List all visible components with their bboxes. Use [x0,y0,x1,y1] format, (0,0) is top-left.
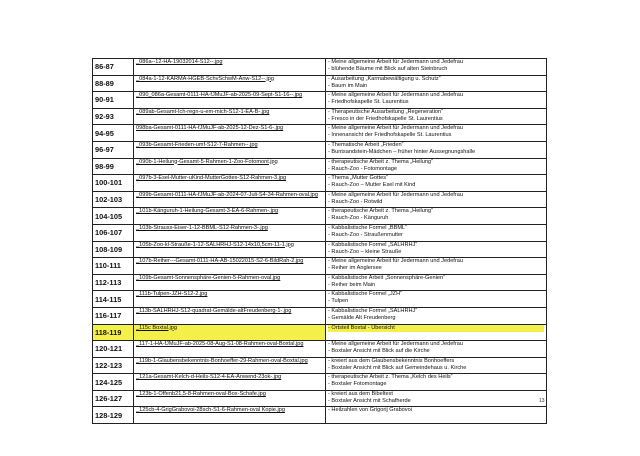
filename-cell [134,141,326,158]
description-line: - Baum im Main [328,82,368,89]
description-line: - Tulpen [328,298,349,305]
description-cell [326,125,547,142]
page-range-cell: 126-127 [93,390,134,407]
description-line: - Rauch-Zoo - Känguruh [328,215,389,222]
description-cell [326,191,547,208]
filename-text: _117-1-HA-fJMuJF-ab-2025-08-Aug-S1-08-Rahmen-oval-Boxtal.jpg [136,341,304,348]
table-row [93,175,547,192]
page-range-cell: 110-111 [93,258,134,275]
page-range-cell: 118-119 [93,324,134,341]
table-row [93,390,547,407]
filename-cell [134,59,326,76]
filename-cell [134,208,326,225]
description-line: - kreiert aus dem Bibeltext [328,390,393,397]
table-row [93,258,547,275]
page-range-cell: 124-125 [93,374,134,391]
filename-text: 098ba-Gesamt-0111-HA-fJMuJF-ab-2025-12-Dez-S1-6-.jpg [136,125,284,132]
filename-cell [134,374,326,391]
description-cell [326,224,547,241]
filename-cell [134,407,326,424]
description-cell [326,59,547,76]
description-line: - kreiert aus dem Glaubensbekenntnis Bonhoeffers [328,357,455,364]
description-line: - Boxtaler Ansicht mit Schafherde [328,397,411,404]
description-line: - Kabbalistische Arbeit „Sonnensphäre-Genien“ [328,274,445,281]
filename-cell [134,158,326,175]
description-cell [326,307,547,324]
filename-cell [134,92,326,109]
description-cell [326,258,547,275]
filename-text: _089ab-Gesamt-Ich-regn-u-em-mich-S12-1-EA-B-.jpg [136,108,270,115]
page-range-cell: 100-101 [93,175,134,192]
page-range-cell: 106-107 [93,224,134,241]
table-row [93,141,547,158]
description-line: - Reiher beim Main [328,281,376,288]
filename-cell [134,357,326,374]
description-line: - Meine allgemeine Arbeit für Jedermann und Jedefrau [328,191,463,198]
description-line: - Ortsteil Boxtal - Übersicht [328,325,544,332]
page-range-cell: 104-105 [93,208,134,225]
filename-cell [134,191,326,208]
filename-text: _086a--12-HA-19032014-S12--.jpg [136,59,223,65]
page-range-cell: 88-89 [93,75,134,92]
description-line: - Kabbalistische Formel „JZH“ [328,291,402,298]
page-number: 13 [539,398,545,404]
table-row [93,407,547,424]
page-range-cell: 112-113 [93,274,134,291]
filename-text: _121a-Gesamt-Kelch-d-Heils-S12-4-EA-Anwend-23ok-.jpg [136,374,282,381]
description-cell [326,75,547,92]
filename-cell [134,224,326,241]
filename-cell [134,341,326,358]
description-line [328,332,544,339]
page-range-cell: 86-87 [93,59,134,76]
description-line: - Fresco in der Friedhofskapelle St. Laurentius [328,115,443,122]
filename-cell [134,324,326,341]
description-line: - Meine allgemeine Arbeit für Jedermann und Jedefrau [328,92,463,99]
filename-cell [134,274,326,291]
table-row [93,125,547,142]
table-row [93,108,547,125]
index-table-body [93,59,547,424]
description-line: - Innenansicht der Friedhofskapelle St. Laurentius [328,132,452,139]
description-cell [326,175,547,192]
description-line: - Friedhofskapelle St. Laurentius [328,99,409,106]
table-row [93,191,547,208]
description-cell [326,341,547,358]
filename-cell [134,390,326,407]
description-line: - Kabbalistische Formel „SALHRHJ“ [328,241,418,248]
index-table [92,58,547,424]
page-range-cell: 94-95 [93,125,134,142]
description-line: - Heilzahlen von Grigorij Grabovoi [328,407,412,414]
description-cell [326,390,547,407]
description-line: - therapeutische Arbeit z. Thema „Kelch des Heils“ [328,374,453,381]
filename-text: _119b-1-Glaubensbekenntnis-Bonhoeffer-29-Rahmen-oval-Boxtal.jpg [136,357,308,364]
description-line: - Boxtaler Ansicht mit Blick auf die Kirche [328,348,430,355]
table-row [93,241,547,258]
description-cell [326,108,547,125]
page-range-cell: 98-99 [93,158,134,175]
table-row [93,324,547,341]
filename-text: _103b-Strauss-Eiser-1-12-BBML-S12-Rahmen-3-.jpg [136,224,268,231]
description-cell [326,208,547,225]
description-cell [326,274,547,291]
filename-cell [134,307,326,324]
table-row [93,341,547,358]
description-line: - Boxtaler Fotomontage [328,381,387,388]
page-range-cell: 90-91 [93,92,134,109]
description-line: - Meine allgemeine Arbeit für Jedermann und Jedefrau [328,341,463,348]
description-line: - Gemälde Alt Freudenberg [328,315,396,321]
page-range-cell: 128-129 [93,407,134,424]
description-cell [326,407,547,424]
description-cell [326,291,547,308]
description-line: - Reiher im Anglersee [328,265,382,272]
page-range-cell: 122-123 [93,357,134,374]
page-range-cell: 114-115 [93,291,134,308]
table-row [93,158,547,175]
filename-text: _125cb-4-GrigGrabovoi-28sch-S1-6-Rahmen-oval Kopie.jpg [136,407,285,414]
description-line: - Rauch-Zoo - Straußenmutter [328,232,403,239]
filename-text: _123b-1-Offenb21,5-8-Rahmen-oval-Box-Schafe.jpg [136,390,266,397]
filename-cell [134,241,326,258]
description-cell [326,357,547,374]
description-line: - therapeutische Arbeit z. Thema „Heilung“ [328,208,433,215]
table-row [93,357,547,374]
page-range-cell: 102-103 [93,191,134,208]
description-line: - Rauch-Zoo - Fotomontage [328,165,398,172]
filename-cell [134,125,326,142]
filename-text: _105b-Zoo-kl-Strauße-1-12-SALHRHJ-S12-14x10,5cm-11-1.jpg [136,241,294,248]
description-line: - Thema „Mutter Gottes“ [328,175,388,182]
table-row [93,208,547,225]
description-line: - Meine allgemeine Arbeit für Jedermann und Jedefrau [328,125,463,132]
filename-text: _113b-SALHRHJ-S12-quadrat-Gemälde-altFreudenberg-1-.jpg [136,307,292,314]
description-line: - Rauch-Zoo - Rotwild [328,198,383,205]
description-line: - therapeutische Arbeit z. Thema „Heilung“ [328,158,433,165]
filename-cell [134,291,326,308]
description-line: - Rauch-Zoo – Mutter Esel mit Kind [328,182,416,189]
table-row [93,291,547,308]
filename-text: _097b-3-Esel-Mutter-uKind-MutterGottes-S12-Rahmen-3.jpg [136,175,287,182]
description-cell [326,241,547,258]
description-line: - blühende Bäume mit Blick auf alten Steinbruch [328,66,448,73]
description-cell [326,374,547,391]
filename-text: _099b-Gesamt-0111-HA-fJMuJF-ab-2024-07-Juli-S4-34-Rahmen-oval.jpg [136,191,318,198]
description-line: - Ausarbeitung „Karmabewältigung u. Schutz“ [328,75,441,82]
filename-text: _111b-Tulpen-JZH-S12-2.jpg [136,291,208,298]
table-row [93,374,547,391]
filename-text: _115c Boxtal.jpg [136,324,177,331]
description-line: - Kabbalistische Formel „SALHRHJ“ [328,307,418,314]
description-line: - Rauch-Zoo – kleine Strauße [328,248,402,255]
description-cell [326,324,547,341]
description-cell [326,158,547,175]
filename-text: _107b-Reiher---Gesamt-0111-HA-AB-15022015-S2-6-BildRah-2.jpg [136,258,304,265]
filename-cell [134,258,326,275]
filename-cell [134,175,326,192]
table-row [93,59,547,76]
filename-text: _084a-1-12-KARMA-HGEB-SchvSchwM-Anw-S12--.jpg [136,75,275,82]
description-line: - Buntsandstein-Mädchen – früher hinter Aussegnungshalle [328,149,476,156]
page-range-cell: 116-117 [93,307,134,324]
filename-text: _109b-Gesamt-Sonnensphäre-Genien-5-Rahmen-oval.jpg [136,274,281,281]
filename-text: _090_086a-Gesamt-0111-HA-fJMuJF-ab-2025-09-Sept-S1-16--.jpg [136,92,303,99]
table-row [93,75,547,92]
page-range-cell: 120-121 [93,341,134,358]
table-row [93,274,547,291]
filename-text: _090b-1-Heilung-Gesamt-5-Rahmen-1-Zoo-Fotomont.jpg [136,158,278,165]
description-line: - Therapeutische Ausarbeitung „Regeneration“ [328,108,443,115]
filename-text: _093b-Gesamt-Frieden-umf-S12-7-Rahmen--.jpg [136,141,258,148]
filename-cell [134,108,326,125]
filename-text: _101b-Känguruh-1-Heilung-Gesamt-3-EA-6-Rahmen-.jpg [136,208,279,215]
description-line: - Thematische Arbeit „Frieden“ [328,141,404,148]
description-cell [326,141,547,158]
table-row [93,307,547,324]
table-row [93,224,547,241]
description-line: - Kabbalistische Formel „BBML“ [328,224,407,231]
table-row [93,92,547,109]
description-line [328,415,544,422]
description-cell [326,92,547,109]
description-line: - Meine allgemeine Arbeit für Jedermann und Jedefrau [328,59,463,65]
page-range-cell: 108-109 [93,241,134,258]
page-range-cell: 92-93 [93,108,134,125]
filename-cell [134,75,326,92]
description-line: - Boxtaler Ansicht mit Blick auf Gemeindehaus u. Kirche [328,364,467,371]
description-line: - Meine allgemeine Arbeit für Jedermann und Jedefrau [328,258,463,265]
page-range-cell: 96-97 [93,141,134,158]
